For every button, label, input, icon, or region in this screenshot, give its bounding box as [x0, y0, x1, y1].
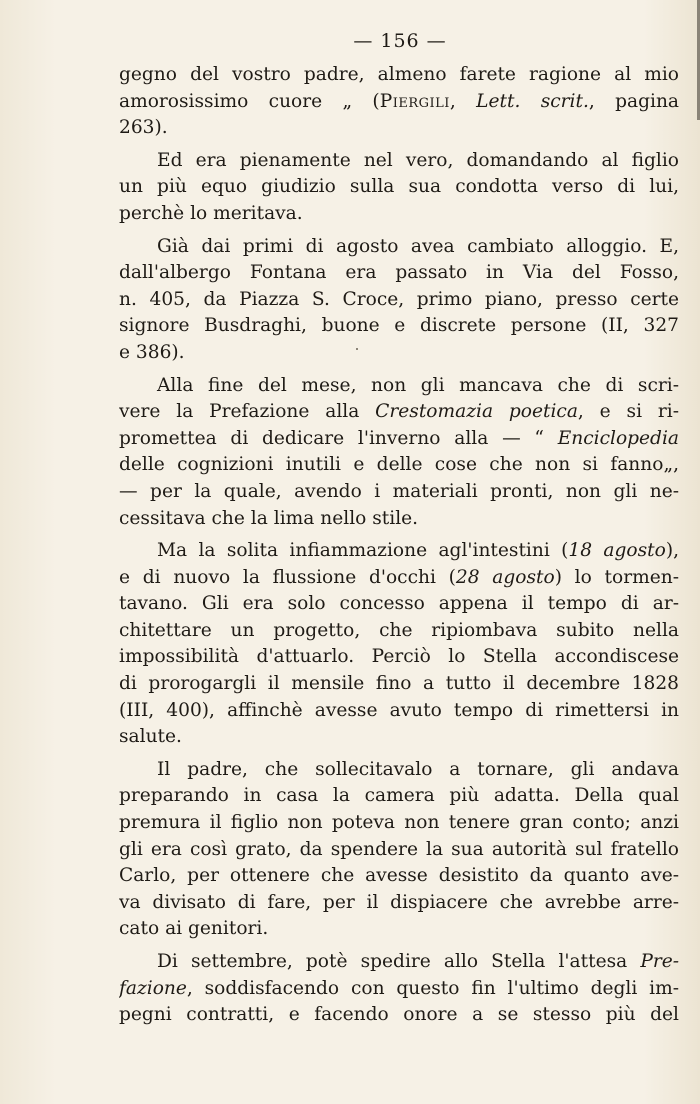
paragraph-2 [119, 148, 679, 228]
text-line: va divisato di fare, per il dispiacere che avrebbe arre- [119, 891, 679, 913]
text-line: (III, 400), affinchè avesse avuto tempo di rimettersi in [119, 699, 679, 721]
text-line: preparando in casa la camera più adatta. Della qual [119, 785, 679, 807]
text-line: Alla fine del mese, non gli mancava che di scri- [157, 374, 679, 396]
text-line: un più equo giudizio sulla sua condotta verso di lui, [119, 176, 679, 198]
text-line: premura il figlio non poteva non tenere gran conto; anzi [119, 812, 679, 834]
text-line: Il padre, che sollecitavalo a tornare, gli andava [157, 758, 679, 780]
paragraph-5 [119, 538, 679, 751]
text-line: e 386). [119, 341, 185, 363]
text-line: n. 405, da Piazza S. Croce, primo piano, presso certe [119, 288, 679, 310]
text-line: impossibilità d'attuarlo. Perciò lo Stella accondiscese [119, 646, 679, 668]
text-line: signore Busdraghi, buone e discrete persone (II, 327 [119, 315, 679, 337]
text-line: Carlo, per ottenere che avesse desistito da quanto ave- [119, 865, 679, 887]
paragraph-3 [119, 234, 679, 367]
text-line: amorosissimo cuore „ (Piergili, Lett. scrit., pagina [119, 90, 679, 112]
ink-speck [356, 348, 358, 350]
text-line: promettea di dedicare l'inverno alla — “ Enciclopedia [119, 427, 679, 449]
text-line: delle cognizioni inutili e delle cose che non si fanno„, [119, 454, 679, 476]
text-line: cessitava che la lima nello stile. [119, 507, 419, 529]
text-line: pegni contratti, e facendo onore a se stesso più del [119, 1004, 679, 1026]
text-line: Di settembre, potè spedire allo Stella l'attesa Pre- [157, 951, 679, 972]
text-line: di prorogargli il mensile fino a tutto il decembre 1828 [119, 673, 679, 695]
text-line: cato ai genitori. [119, 918, 269, 940]
text-line: gli era così grato, da spendere la sua autorità sul fratello [119, 838, 679, 860]
body-text [119, 62, 679, 1035]
text-line: tavano. Gli era solo concesso appena il tempo di ar- [119, 593, 679, 615]
text-line: e di nuovo la flussione d'occhi (28 agosto) lo tormen- [119, 566, 679, 588]
text-line: fazione, soddisfacendo con questo fin l'ultimo degli im- [119, 977, 679, 999]
text-line: Ed era pienamente nel vero, domandando al figlio [157, 149, 679, 171]
paragraph-6 [119, 757, 679, 943]
text-line: chitettare un progetto, che ripiombava subito nella [119, 619, 679, 641]
text-line: — per la quale, avendo i materiali pronti, non gli ne- [119, 480, 679, 502]
page-number: — 156 — [353, 30, 447, 52]
text-line: vere la Prefazione alla Crestomazia poetica, e si ri- [119, 401, 679, 423]
paragraph-4 [119, 373, 679, 533]
paragraph-1 [119, 62, 679, 142]
text-line: 263). [119, 117, 168, 139]
text-line: Già dai primi di agosto avea cambiato alloggio. E, [157, 235, 679, 257]
text-line: dall'albergo Fontana era passato in Via del Fosso, [119, 262, 679, 284]
text-line: Ma la solita infiammazione agl'intestini (18 agosto), [157, 540, 679, 562]
paragraph-7 [119, 949, 679, 1029]
text-line: salute. [119, 726, 182, 748]
text-line: gegno del vostro padre, almeno farete ragione al mio [119, 64, 679, 85]
text-line: perchè lo meritava. [119, 202, 303, 224]
